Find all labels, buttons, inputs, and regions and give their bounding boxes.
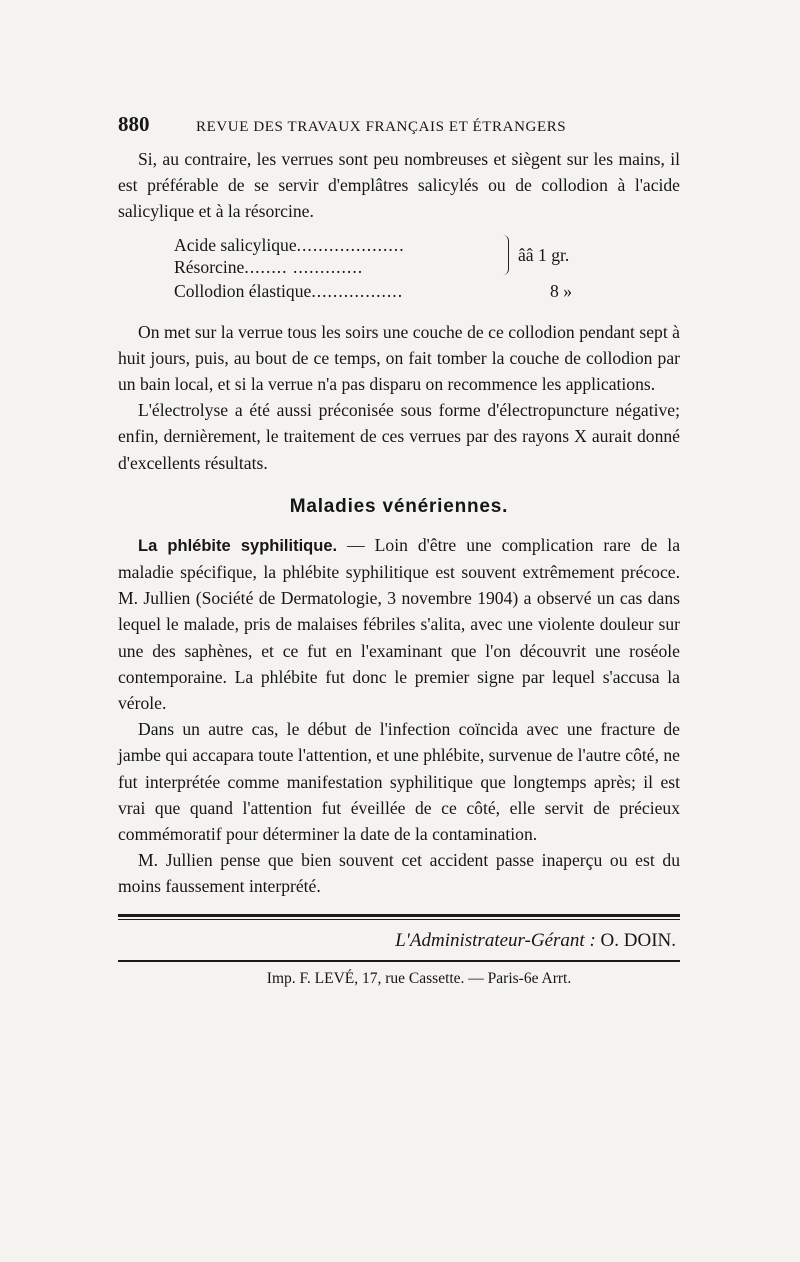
ingredient-name: Résorcine xyxy=(174,256,245,277)
ingredient-name: Acide salicylique xyxy=(174,234,297,255)
em-dash: — xyxy=(337,534,375,555)
dot-leader: ........ ............. xyxy=(244,256,364,277)
footer-rule xyxy=(118,960,680,962)
dot-leader: ................. xyxy=(311,280,404,301)
page-number: 880 xyxy=(118,112,150,136)
gerant-name: O. DOIN. xyxy=(595,929,676,951)
subsection-title: La phlébite syphilitique. xyxy=(138,536,338,555)
double-rule-top xyxy=(118,914,680,917)
brace-icon xyxy=(502,235,509,275)
paragraph-intro: Si, au contraire, les verrues sont peu nombreuses et siègent sur les mains, il est préférable de se servir d'emplâtres salicylés ou de collodion à l'acide salicylique et à la résorcine. xyxy=(118,149,680,222)
page xyxy=(118,112,680,988)
gerant-label: L'Administrateur-Gérant : xyxy=(395,929,596,951)
footer-rules xyxy=(118,914,680,920)
formula-line-acide xyxy=(174,233,405,257)
paragraph-autre-cas: Dans un autre cas, le début de l'infection coïncida avec une fracture de jambe qui accapara toute l'attention, et une phlébite, survenue de l'autre côté, ne fut interprétée comme manifestation syphilitique que longtemps après; il est vrai que quand l'attention fut éveillée de ce côté, elle servit de précieux commémoratif pour déterminer la date de la contamination. xyxy=(118,719,680,845)
formula-line-resorcine xyxy=(174,255,363,279)
imprint-line: Imp. F. LEVÉ, 17, rue Cassette. — Paris-6e Arrt. xyxy=(266,969,572,987)
paragraph-conclusion: M. Jullien pense que bien souvent cet accident passe inaperçu ou est du moins faussement interprété. xyxy=(118,850,680,897)
running-head xyxy=(118,112,680,146)
section-title: Maladies vénériennes. xyxy=(289,495,509,517)
double-rule-bottom xyxy=(118,919,680,920)
dot-leader: .................... xyxy=(296,234,405,255)
dose-shared: ââ 1 gr. xyxy=(518,244,570,265)
formula-line-collodion xyxy=(174,279,403,303)
paragraph-phlebite-text: Loin d'être une complication rare de la maladie spécifique, la phlébite syphilitique est souvent extrêmement précoce. M. Jullien (Société de Dermatologie, 3 novembre 1904) a observé un cas dans lequel le malade, pris de malaises fébriles s'alita, avec une violente douleur sur une des saphènes, et ce fut en l'examinant que l'on découvrit une roséole contemporaine. La phlébite fut donc le premier signe par lequel s'accusa la vérole. xyxy=(118,534,681,714)
paragraph-phlebite xyxy=(118,532,680,716)
prescription-formula xyxy=(118,231,680,313)
running-title: REVUE DES TRAVAUX FRANÇAIS ET ÉTRANGERS xyxy=(196,119,567,135)
dose-collodion: 8 » xyxy=(550,280,572,301)
paragraph-electrolyse: L'électrolyse a été aussi préconisée sous forme d'électropuncture négative; enfin, dernièrement, le traitement de ces verrues par des rayons X aurait donné d'excellents résultats. xyxy=(118,400,680,473)
paragraph-application: On met sur la verrue tous les soirs une couche de ce collodion pendant sept à huit jours, puis, au bout de ce temps, on fait tomber la couche de collodion par un bain local, et si la verrue n'a pas disparu on recommence les applications. xyxy=(118,321,680,395)
ingredient-name: Collodion élastique xyxy=(174,280,312,301)
gerant-line xyxy=(118,926,680,956)
